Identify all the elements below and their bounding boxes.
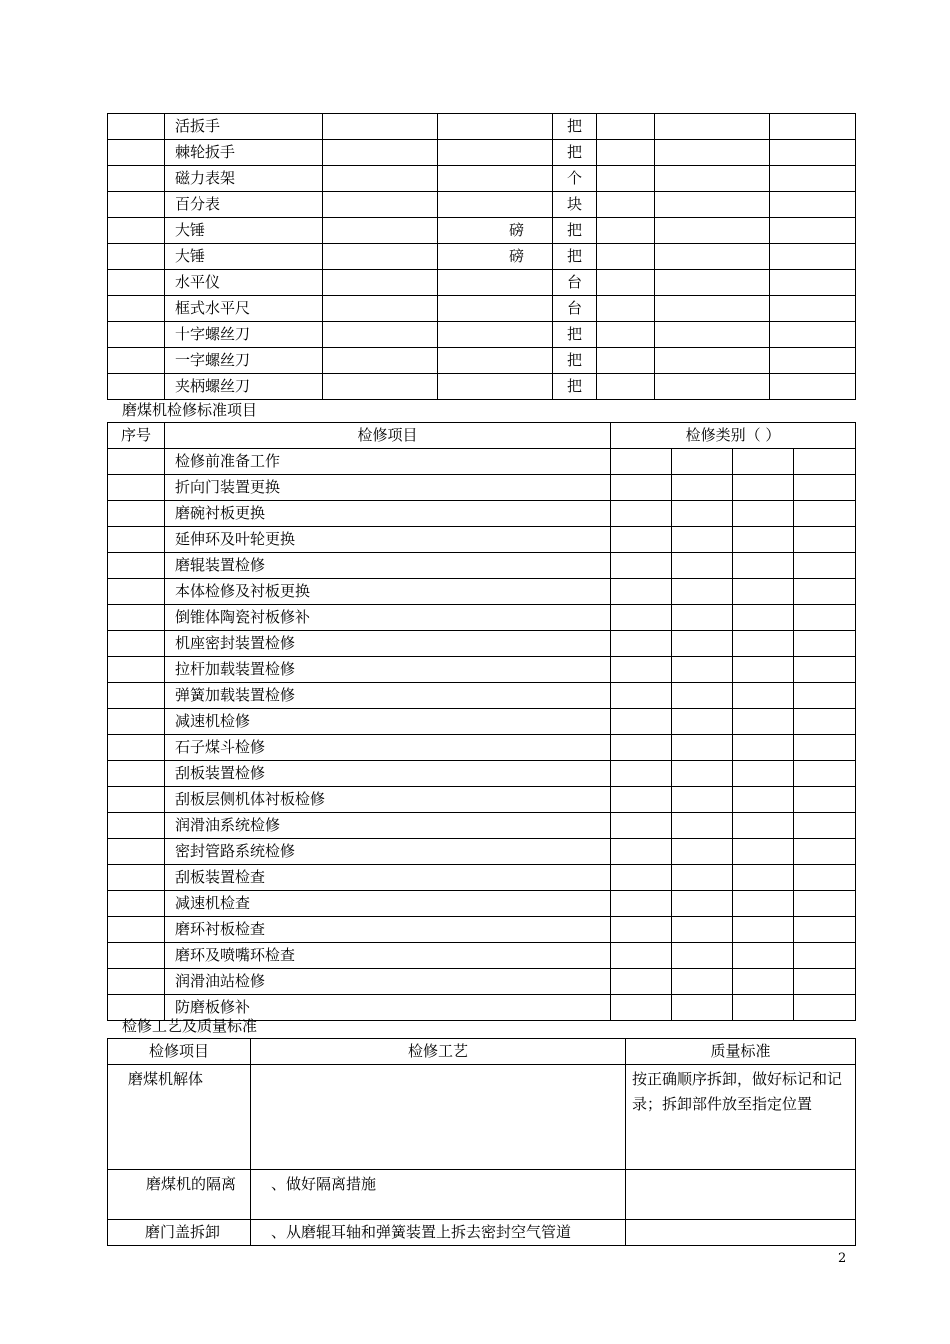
category-cell xyxy=(672,917,733,943)
tool-blank-cell xyxy=(770,166,856,192)
category-cell xyxy=(794,943,856,969)
tool-blank-cell xyxy=(597,192,655,218)
tool-spec xyxy=(438,192,553,218)
standard-item-name: 润滑油系统检修 xyxy=(165,813,611,839)
category-cell xyxy=(672,683,733,709)
category-cell xyxy=(733,475,794,501)
header-item: 检修项目 xyxy=(165,423,611,449)
process-item: 磨煤机的隔离 xyxy=(108,1170,251,1220)
standard-item-name: 机座密封装置检修 xyxy=(165,631,611,657)
process-text: 、做好隔离措施 xyxy=(251,1170,626,1220)
standard-no-cell xyxy=(108,709,165,735)
category-cell xyxy=(672,709,733,735)
category-cell xyxy=(611,917,672,943)
tool-blank-cell xyxy=(323,322,438,348)
tool-no-cell xyxy=(108,270,165,296)
process-quality xyxy=(626,1220,856,1246)
standard-item-row xyxy=(108,527,856,553)
tool-blank-cell xyxy=(770,218,856,244)
tool-blank-cell xyxy=(770,244,856,270)
category-cell xyxy=(794,891,856,917)
standard-item-row xyxy=(108,891,856,917)
standard-item-name: 检修前准备工作 xyxy=(165,449,611,475)
tool-no-cell xyxy=(108,374,165,400)
tools-table xyxy=(107,113,856,400)
tool-blank-cell xyxy=(597,114,655,140)
category-cell xyxy=(611,735,672,761)
category-cell xyxy=(672,969,733,995)
header-no: 序号 xyxy=(108,423,165,449)
category-cell xyxy=(794,501,856,527)
standard-item-row xyxy=(108,969,856,995)
page-number: 2 xyxy=(838,1251,847,1266)
category-cell xyxy=(733,865,794,891)
tool-spec: 磅 xyxy=(438,218,553,244)
category-cell xyxy=(733,761,794,787)
standard-item-name: 磨碗衬板更换 xyxy=(165,501,611,527)
category-cell xyxy=(611,891,672,917)
tool-name: 大锤 xyxy=(165,244,323,270)
process-row xyxy=(108,1220,856,1246)
category-cell xyxy=(733,657,794,683)
category-cell xyxy=(611,449,672,475)
standard-item-name: 磨辊装置检修 xyxy=(165,553,611,579)
standard-no-cell xyxy=(108,449,165,475)
tool-row xyxy=(108,322,856,348)
tool-blank-cell xyxy=(655,166,770,192)
category-cell xyxy=(672,527,733,553)
standard-no-cell xyxy=(108,865,165,891)
category-cell xyxy=(794,735,856,761)
category-cell xyxy=(672,501,733,527)
category-cell xyxy=(611,579,672,605)
tool-no-cell xyxy=(108,166,165,192)
category-cell xyxy=(733,553,794,579)
category-cell xyxy=(733,839,794,865)
standard-no-cell xyxy=(108,501,165,527)
tool-blank-cell xyxy=(597,374,655,400)
tool-no-cell xyxy=(108,192,165,218)
tool-name: 框式水平尺 xyxy=(165,296,323,322)
category-cell xyxy=(794,761,856,787)
category-cell xyxy=(794,605,856,631)
tool-unit: 把 xyxy=(553,140,597,166)
tool-unit: 把 xyxy=(553,218,597,244)
category-cell xyxy=(733,969,794,995)
category-cell xyxy=(611,631,672,657)
tool-blank-cell xyxy=(323,244,438,270)
tool-blank-cell xyxy=(323,166,438,192)
category-cell xyxy=(672,475,733,501)
category-cell xyxy=(794,839,856,865)
standard-item-name: 刮板装置检修 xyxy=(165,761,611,787)
category-cell xyxy=(672,813,733,839)
tool-blank-cell xyxy=(655,322,770,348)
category-cell xyxy=(672,579,733,605)
category-cell xyxy=(733,579,794,605)
tool-no-cell xyxy=(108,114,165,140)
category-cell xyxy=(733,891,794,917)
category-cell xyxy=(733,501,794,527)
category-cell xyxy=(794,449,856,475)
tool-row xyxy=(108,218,856,244)
category-cell xyxy=(611,865,672,891)
tool-blank-cell xyxy=(770,322,856,348)
process-row xyxy=(108,1065,856,1170)
standard-item-row xyxy=(108,839,856,865)
category-cell xyxy=(794,709,856,735)
process-quality: 按正确顺序拆卸，做好标记和记录；拆卸部件放至指定位置 xyxy=(626,1065,856,1170)
category-cell xyxy=(733,527,794,553)
tool-spec xyxy=(438,140,553,166)
tool-blank-cell xyxy=(597,140,655,166)
tool-blank-cell xyxy=(655,348,770,374)
category-cell xyxy=(611,995,672,1021)
category-cell xyxy=(733,917,794,943)
tool-name: 十字螺丝刀 xyxy=(165,322,323,348)
standard-no-cell xyxy=(108,761,165,787)
header-category: 检修类别（ ） xyxy=(611,423,856,449)
category-cell xyxy=(672,891,733,917)
process-text: 、从磨辊耳轴和弹簧装置上拆去密封空气管道 xyxy=(251,1220,626,1246)
standard-no-cell xyxy=(108,605,165,631)
category-cell xyxy=(672,449,733,475)
category-cell xyxy=(794,579,856,605)
standard-item-name: 刮板层侧机体衬板检修 xyxy=(165,787,611,813)
standard-item-row xyxy=(108,475,856,501)
standard-item-name: 刮板装置检查 xyxy=(165,865,611,891)
standard-no-cell xyxy=(108,969,165,995)
standard-item-row xyxy=(108,579,856,605)
process-header-row xyxy=(108,1039,856,1065)
tool-name: 活扳手 xyxy=(165,114,323,140)
category-cell xyxy=(794,969,856,995)
category-cell xyxy=(794,683,856,709)
category-cell xyxy=(794,995,856,1021)
process-table xyxy=(107,1038,856,1246)
category-cell xyxy=(672,605,733,631)
process-header-item: 检修项目 xyxy=(108,1039,251,1065)
category-cell xyxy=(794,631,856,657)
standard-item-row xyxy=(108,553,856,579)
standard-item-row xyxy=(108,631,856,657)
standard-no-cell xyxy=(108,735,165,761)
tool-spec xyxy=(438,114,553,140)
category-cell xyxy=(672,865,733,891)
standard-no-cell xyxy=(108,631,165,657)
category-cell xyxy=(611,813,672,839)
standard-item-row xyxy=(108,761,856,787)
tool-blank-cell xyxy=(597,244,655,270)
tool-spec xyxy=(438,166,553,192)
tool-unit: 台 xyxy=(553,270,597,296)
tool-blank-cell xyxy=(770,192,856,218)
tool-spec xyxy=(438,374,553,400)
standard-item-name: 减速机检查 xyxy=(165,891,611,917)
standard-no-cell xyxy=(108,813,165,839)
category-cell xyxy=(611,501,672,527)
category-cell xyxy=(672,995,733,1021)
category-cell xyxy=(672,761,733,787)
standard-item-name: 折向门装置更换 xyxy=(165,475,611,501)
standard-item-row xyxy=(108,735,856,761)
tool-name: 棘轮扳手 xyxy=(165,140,323,166)
standard-item-name: 磨环衬板检查 xyxy=(165,917,611,943)
standard-item-name: 减速机检修 xyxy=(165,709,611,735)
tool-name: 水平仪 xyxy=(165,270,323,296)
standard-item-row xyxy=(108,501,856,527)
category-cell xyxy=(672,735,733,761)
tool-blank-cell xyxy=(655,296,770,322)
tool-blank-cell xyxy=(655,218,770,244)
category-cell xyxy=(611,657,672,683)
standard-items-header-row xyxy=(108,423,856,449)
tool-row xyxy=(108,270,856,296)
standard-item-name: 延伸环及叶轮更换 xyxy=(165,527,611,553)
standard-no-cell xyxy=(108,683,165,709)
tool-blank-cell xyxy=(323,140,438,166)
process-quality xyxy=(626,1170,856,1220)
tool-no-cell xyxy=(108,348,165,374)
tool-blank-cell xyxy=(655,244,770,270)
tool-blank-cell xyxy=(770,296,856,322)
category-cell xyxy=(672,787,733,813)
category-cell xyxy=(733,735,794,761)
category-cell xyxy=(672,553,733,579)
category-cell xyxy=(794,917,856,943)
category-cell xyxy=(611,709,672,735)
tool-blank-cell xyxy=(597,322,655,348)
category-cell xyxy=(794,475,856,501)
category-cell xyxy=(672,839,733,865)
category-cell xyxy=(611,527,672,553)
category-cell xyxy=(611,605,672,631)
standard-item-row xyxy=(108,683,856,709)
category-cell xyxy=(733,813,794,839)
standard-no-cell xyxy=(108,917,165,943)
tool-blank-cell xyxy=(323,218,438,244)
category-cell xyxy=(794,527,856,553)
standard-item-name: 石子煤斗检修 xyxy=(165,735,611,761)
category-cell xyxy=(733,449,794,475)
standard-no-cell xyxy=(108,787,165,813)
tool-unit: 块 xyxy=(553,192,597,218)
tool-unit: 把 xyxy=(553,374,597,400)
standard-item-row xyxy=(108,813,856,839)
standard-item-row xyxy=(108,865,856,891)
category-cell xyxy=(733,631,794,657)
standard-item-name: 磨环及喷嘴环检查 xyxy=(165,943,611,969)
category-cell xyxy=(672,657,733,683)
tool-blank-cell xyxy=(770,114,856,140)
tool-row xyxy=(108,166,856,192)
category-cell xyxy=(733,995,794,1021)
tool-blank-cell xyxy=(597,348,655,374)
tool-row xyxy=(108,140,856,166)
tool-blank-cell xyxy=(770,348,856,374)
process-header-quality: 质量标准 xyxy=(626,1039,856,1065)
category-cell xyxy=(611,761,672,787)
tool-no-cell xyxy=(108,218,165,244)
tool-blank-cell xyxy=(323,114,438,140)
tool-blank-cell xyxy=(597,270,655,296)
tool-no-cell xyxy=(108,140,165,166)
tool-blank-cell xyxy=(323,374,438,400)
tool-name: 百分表 xyxy=(165,192,323,218)
category-cell xyxy=(611,943,672,969)
category-cell xyxy=(672,631,733,657)
category-cell xyxy=(611,553,672,579)
tool-blank-cell xyxy=(655,140,770,166)
standard-item-name: 密封管路系统检修 xyxy=(165,839,611,865)
tool-blank-cell xyxy=(655,374,770,400)
tool-spec xyxy=(438,270,553,296)
tool-no-cell xyxy=(108,322,165,348)
category-cell xyxy=(733,605,794,631)
category-cell xyxy=(794,657,856,683)
tool-row xyxy=(108,192,856,218)
tool-row xyxy=(108,296,856,322)
tool-blank-cell xyxy=(655,114,770,140)
standard-item-name: 防磨板修补 xyxy=(165,995,611,1021)
category-cell xyxy=(611,475,672,501)
tool-unit: 把 xyxy=(553,322,597,348)
tool-no-cell xyxy=(108,244,165,270)
tool-row xyxy=(108,114,856,140)
standard-no-cell xyxy=(108,553,165,579)
standard-item-row xyxy=(108,657,856,683)
process-header-process: 检修工艺 xyxy=(251,1039,626,1065)
process-item: 磨煤机解体 xyxy=(108,1065,251,1170)
standard-no-cell xyxy=(108,475,165,501)
tool-name: 一字螺丝刀 xyxy=(165,348,323,374)
category-cell xyxy=(611,787,672,813)
tool-row xyxy=(108,244,856,270)
standard-item-name: 倒锥体陶瓷衬板修补 xyxy=(165,605,611,631)
tool-blank-cell xyxy=(655,192,770,218)
standard-no-cell xyxy=(108,943,165,969)
standard-item-row xyxy=(108,605,856,631)
tool-spec xyxy=(438,296,553,322)
tool-row xyxy=(108,348,856,374)
standard-item-name: 弹簧加载装置检修 xyxy=(165,683,611,709)
category-cell xyxy=(733,943,794,969)
standard-item-name: 本体检修及衬板更换 xyxy=(165,579,611,605)
tool-unit: 把 xyxy=(553,114,597,140)
standard-item-row xyxy=(108,449,856,475)
tool-unit: 把 xyxy=(553,244,597,270)
category-cell xyxy=(672,943,733,969)
tool-blank-cell xyxy=(597,166,655,192)
tool-unit: 个 xyxy=(553,166,597,192)
process-caption: 检修工艺及质量标准 xyxy=(122,1017,258,1035)
category-cell xyxy=(794,553,856,579)
tool-unit: 台 xyxy=(553,296,597,322)
standard-item-name: 拉杆加载装置检修 xyxy=(165,657,611,683)
category-cell xyxy=(733,709,794,735)
tool-row xyxy=(108,374,856,400)
standard-no-cell xyxy=(108,527,165,553)
tool-blank-cell xyxy=(655,270,770,296)
process-row xyxy=(108,1170,856,1220)
category-cell xyxy=(611,969,672,995)
standard-item-name: 润滑油站检修 xyxy=(165,969,611,995)
standard-item-row xyxy=(108,709,856,735)
tool-spec xyxy=(438,322,553,348)
category-cell xyxy=(611,683,672,709)
standard-item-row xyxy=(108,943,856,969)
category-cell xyxy=(733,683,794,709)
tool-name: 磁力表架 xyxy=(165,166,323,192)
tool-blank-cell xyxy=(597,296,655,322)
tool-blank-cell xyxy=(323,192,438,218)
process-text xyxy=(251,1065,626,1170)
category-cell xyxy=(794,787,856,813)
tool-no-cell xyxy=(108,296,165,322)
standard-no-cell xyxy=(108,579,165,605)
category-cell xyxy=(733,787,794,813)
standard-no-cell xyxy=(108,891,165,917)
tool-blank-cell xyxy=(323,348,438,374)
standard-no-cell xyxy=(108,657,165,683)
category-cell xyxy=(794,865,856,891)
tool-spec: 磅 xyxy=(438,244,553,270)
tool-blank-cell xyxy=(323,296,438,322)
tool-spec xyxy=(438,348,553,374)
standard-no-cell xyxy=(108,839,165,865)
standard-item-row xyxy=(108,787,856,813)
tool-blank-cell xyxy=(770,140,856,166)
tool-name: 大锤 xyxy=(165,218,323,244)
standard-items-table xyxy=(107,422,856,1021)
category-cell xyxy=(794,813,856,839)
tool-name: 夹柄螺丝刀 xyxy=(165,374,323,400)
category-cell xyxy=(611,839,672,865)
tool-blank-cell xyxy=(770,374,856,400)
standard-items-caption: 磨煤机检修标准项目 xyxy=(122,401,258,419)
tool-blank-cell xyxy=(770,270,856,296)
standard-item-row xyxy=(108,917,856,943)
tool-blank-cell xyxy=(323,270,438,296)
tool-unit: 把 xyxy=(553,348,597,374)
process-item: 磨门盖拆卸 xyxy=(108,1220,251,1246)
tool-blank-cell xyxy=(597,218,655,244)
